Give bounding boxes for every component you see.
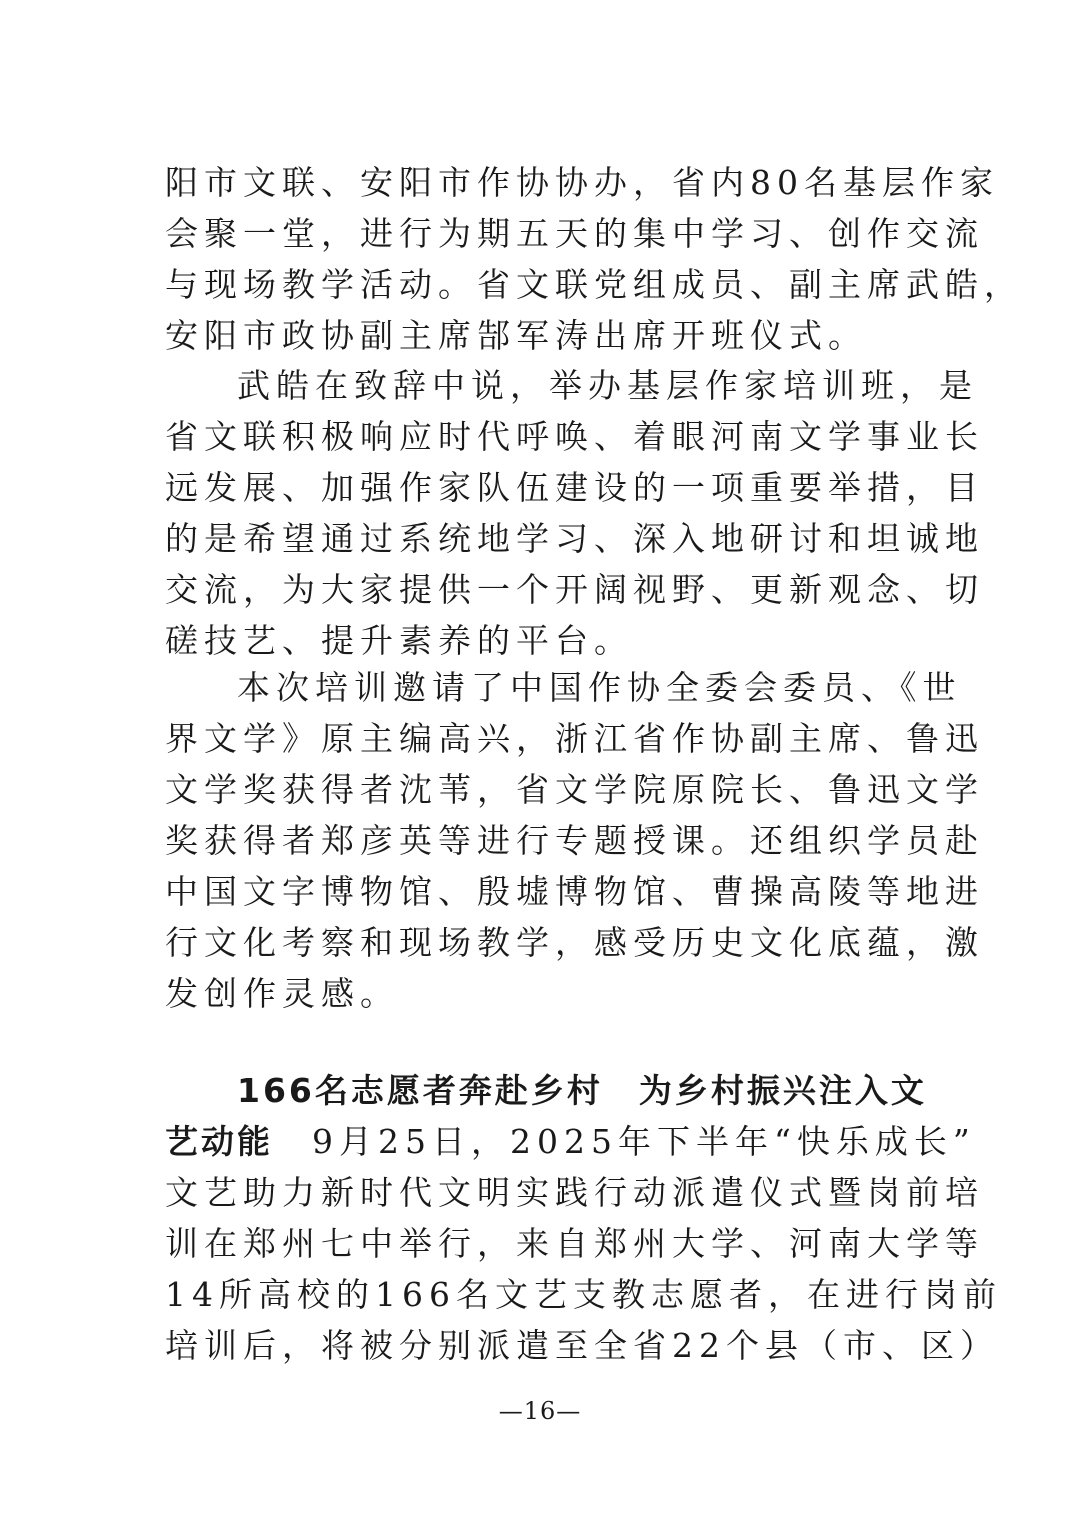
text-line: 磋技艺、提升素养的平台。 (165, 621, 633, 660)
paragraph-continued (165, 157, 1023, 361)
text-line: 会聚一堂，进行为期五天的集中学习、创作交流 (165, 214, 984, 253)
page-number: —16— (498, 1397, 582, 1425)
text-line: 界文学》原主编高兴，浙江省作协副主席、鲁迅 (165, 719, 984, 758)
text-line: 与现场教学活动。省文联党组成员、副主席武皓， (165, 265, 1023, 304)
news-headline-end: 艺动能 (165, 1122, 273, 1161)
news-headline: 166名志愿者奔赴乡村 为乡村振兴注入文 (237, 1071, 927, 1110)
text-line: 的是希望通过系统地学习、深入地研讨和坦诚地 (165, 519, 984, 558)
news-item-volunteers (165, 1065, 1002, 1371)
text-line: 省文联积极响应时代呼唤、着眼河南文学事业长 (165, 417, 984, 456)
text-line: 武皓在致辞中说，举办基层作家培训班，是 (237, 366, 978, 405)
text-line: 本次培训邀请了中国作协全委会委员、《世 (237, 668, 962, 707)
text-line: 培训后，将被分别派遣至全省22个县（市、区） (165, 1326, 999, 1365)
text-line: 安阳市政协副主席郜军涛出席开班仪式。 (165, 316, 867, 355)
text-line: 交流，为大家提供一个开阔视野、更新观念、切 (165, 570, 984, 609)
paragraph-wuhao-speech (165, 360, 984, 666)
news-body-start: 9月25日，2025年下半年“快乐成长” (273, 1122, 976, 1161)
text-line: 发创作灵感。 (165, 974, 399, 1013)
text-line: 行文化考察和现场教学，感受历史文化底蕴，激 (165, 923, 984, 962)
text-line: 中国文字博物馆、殷墟博物馆、曹操高陵等地进 (165, 872, 984, 911)
text-line (165, 1116, 976, 1167)
text-line: 远发展、加强作家队伍建设的一项重要举措，目 (165, 468, 984, 507)
text-line: 训在郑州七中举行，来自郑州大学、河南大学等 (165, 1224, 984, 1263)
text-line: 奖获得者郑彦英等进行专题授课。还组织学员赴 (165, 821, 984, 860)
paragraph-training-content (165, 662, 984, 1019)
text-line: 文艺助力新时代文明实践行动派遣仪式暨岗前培 (165, 1173, 984, 1212)
text-line: 阳市文联、安阳市作协协办，省内80名基层作家 (165, 163, 999, 202)
text-line: 文学奖获得者沈苇，省文学院原院长、鲁迅文学 (165, 770, 984, 809)
text-line: 14所高校的166名文艺支教志愿者，在进行岗前 (165, 1275, 1002, 1314)
